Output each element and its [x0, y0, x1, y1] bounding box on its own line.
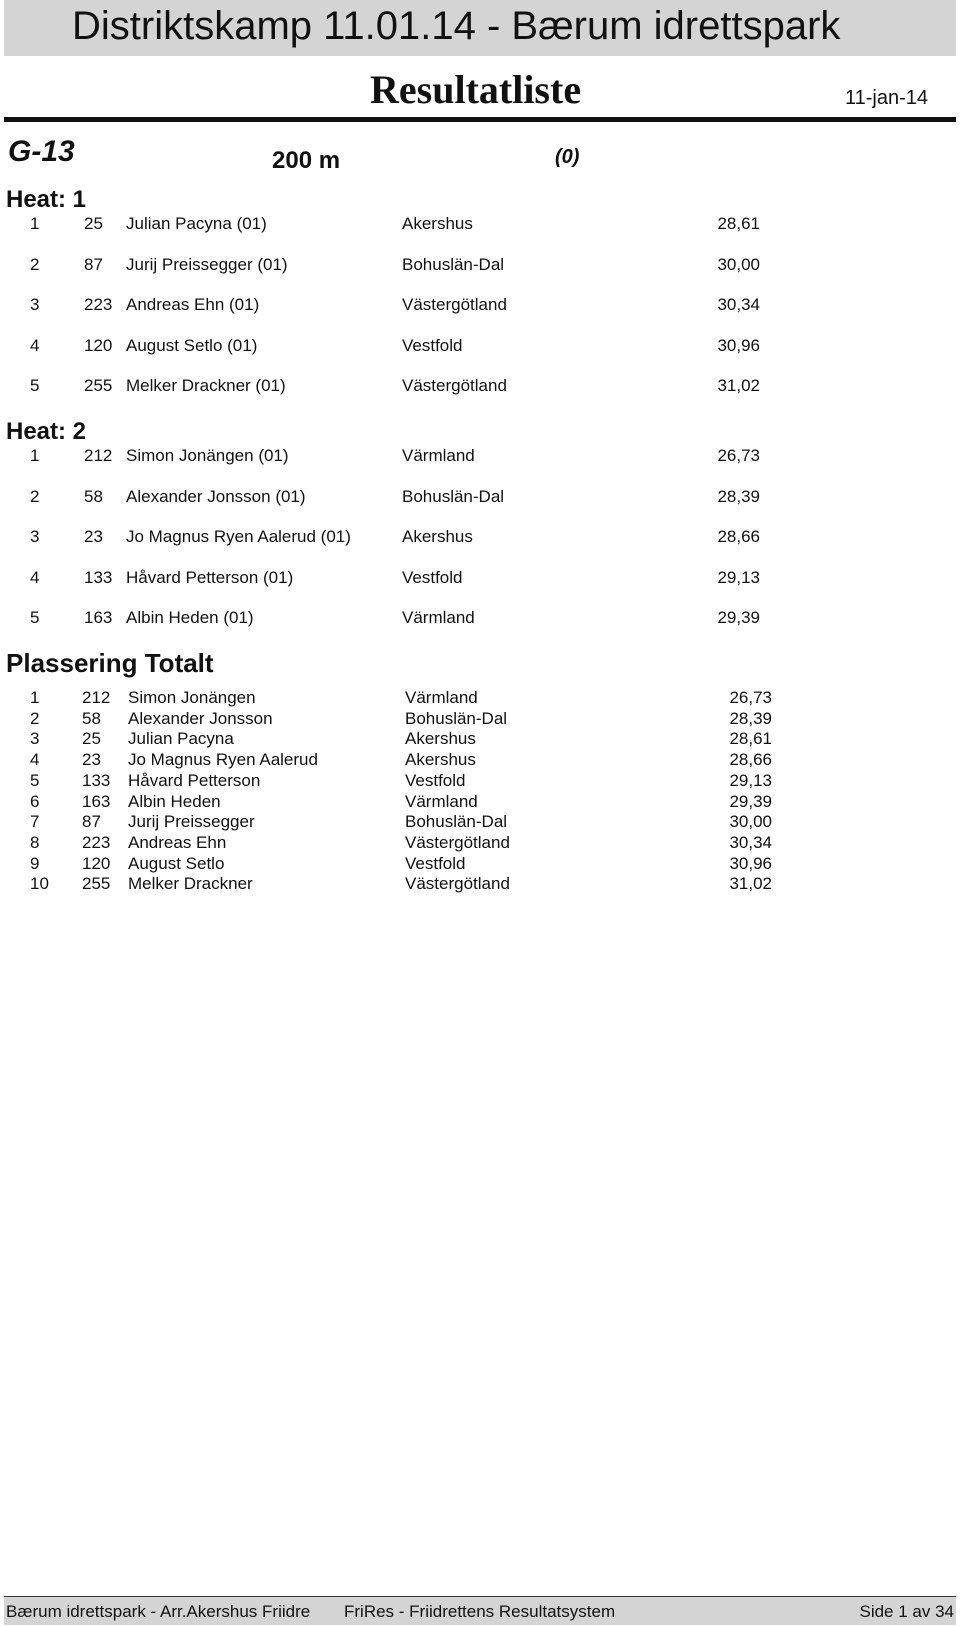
result-row: [0, 254, 960, 276]
result-time: 29,13: [717, 567, 760, 587]
result-bib: 223: [82, 832, 111, 852]
result-bib: 120: [82, 853, 111, 873]
result-club: Värmland: [402, 446, 475, 465]
result-time: 28,39: [729, 708, 772, 728]
result-name: Albin Heden (01): [126, 608, 254, 627]
class-name: G-13: [8, 135, 75, 168]
result-place: 2: [30, 486, 40, 506]
result-row: [0, 833, 960, 853]
result-row: [0, 771, 960, 791]
result-club: Västergötland: [405, 874, 510, 894]
result-place: 1: [30, 688, 40, 707]
result-row: [0, 526, 960, 548]
result-name: Alexander Jonsson (01): [126, 486, 306, 506]
result-time: 28,66: [717, 527, 760, 546]
result-place: 6: [30, 791, 40, 811]
result-row: [0, 294, 960, 316]
result-club: Akershus: [405, 750, 476, 770]
result-time: 30,00: [717, 254, 760, 274]
result-time: 30,34: [729, 832, 772, 852]
result-name: Andreas Ehn: [128, 832, 227, 852]
wind-reading: (0): [555, 146, 580, 168]
result-bib: 212: [82, 688, 111, 707]
result-row: [0, 213, 960, 235]
result-club: Bohuslän-Dal: [405, 708, 508, 728]
result-time: 26,73: [717, 446, 760, 465]
result-bib: 255: [82, 874, 111, 894]
result-name: August Setlo (01): [126, 335, 258, 355]
result-club: Akershus: [402, 214, 473, 233]
result-name: Simon Jonängen (01): [126, 446, 289, 465]
result-club: Västergötland: [402, 376, 507, 395]
result-bib: 87: [82, 812, 101, 832]
result-row: [0, 874, 960, 894]
result-place: 4: [30, 567, 40, 587]
heat-title: Heat: 1: [6, 186, 87, 213]
result-place: 1: [30, 446, 40, 465]
result-place: 2: [30, 708, 40, 728]
result-place: 3: [30, 295, 40, 314]
result-bib: 87: [84, 254, 103, 274]
result-place: 3: [30, 729, 40, 749]
result-name: August Setlo: [128, 853, 225, 873]
result-time: 29,39: [729, 791, 772, 811]
result-place: 5: [30, 770, 40, 790]
total-ranking-title: Plassering Totalt: [6, 648, 214, 678]
result-name: Alexander Jonsson: [128, 708, 273, 728]
result-row: [0, 375, 960, 397]
result-bib: 25: [82, 729, 101, 749]
result-bib: 58: [84, 486, 103, 506]
result-row: [0, 567, 960, 589]
result-row: [0, 729, 960, 749]
result-time: 30,96: [717, 335, 760, 355]
result-time: 28,61: [717, 214, 760, 233]
result-club: Akershus: [402, 527, 473, 546]
result-time: 31,02: [729, 874, 772, 894]
result-club: Vestfold: [405, 853, 466, 873]
result-club: Värmland: [402, 608, 475, 627]
result-time: 29,39: [717, 608, 760, 627]
heat-title: Heat: 2: [6, 418, 87, 445]
result-name: Håvard Petterson: [128, 770, 261, 790]
result-time: 29,13: [729, 770, 772, 790]
result-name: Jo Magnus Ryen Aalerud (01): [126, 527, 351, 546]
result-bib: 133: [82, 770, 111, 790]
event-name: 200 m: [272, 147, 341, 174]
footer-system: FriRes - Friidrettens Resultatsystem: [344, 1602, 616, 1621]
result-place: 10: [30, 874, 49, 894]
result-time: 30,00: [729, 812, 772, 832]
footer-venue: Bærum idrettspark - Arr.Akershus Friidre: [6, 1602, 311, 1621]
result-name: Jurij Preissegger: [128, 812, 255, 832]
result-time: 30,96: [729, 853, 772, 873]
result-club: Västergötland: [405, 832, 510, 852]
result-name: Jurij Preissegger (01): [126, 254, 288, 274]
result-place: 5: [30, 376, 40, 395]
result-bib: 163: [82, 791, 111, 811]
result-club: Västergötland: [402, 295, 507, 314]
result-row: [0, 854, 960, 874]
result-row: [0, 607, 960, 629]
result-time: 28,39: [717, 486, 760, 506]
result-name: Andreas Ehn (01): [126, 295, 260, 314]
result-name: Håvard Petterson (01): [126, 567, 294, 587]
result-bib: 58: [82, 708, 101, 728]
result-club: Vestfold: [402, 335, 463, 355]
result-club: Värmland: [405, 791, 478, 811]
result-bib: 120: [84, 335, 113, 355]
event-title: Distriktskamp 11.01.14 - Bærum idrettspark: [72, 4, 841, 48]
result-name: Julian Pacyna (01): [126, 214, 267, 233]
result-name: Melker Drackner (01): [126, 376, 286, 395]
result-row: [0, 792, 960, 812]
result-bib: 133: [84, 567, 113, 587]
result-time: 26,73: [729, 688, 772, 707]
result-club: Värmland: [405, 688, 478, 707]
result-club: Vestfold: [405, 770, 466, 790]
result-row: [0, 688, 960, 708]
result-name: Jo Magnus Ryen Aalerud: [128, 750, 318, 770]
result-club: Akershus: [405, 729, 476, 749]
result-place: 8: [30, 832, 40, 852]
result-time: 28,66: [729, 750, 772, 770]
result-bib: 23: [82, 750, 101, 770]
result-time: 30,34: [717, 295, 760, 314]
page-footer: [4, 1596, 956, 1625]
result-bib: 163: [84, 608, 113, 627]
result-club: Bohuslän-Dal: [402, 486, 505, 506]
result-row: [0, 709, 960, 729]
result-place: 2: [30, 254, 40, 274]
result-name: Melker Drackner: [128, 874, 253, 894]
result-bib: 212: [84, 446, 113, 465]
result-place: 5: [30, 608, 40, 627]
result-row: [0, 486, 960, 508]
result-list-title: Resultatliste: [370, 67, 582, 112]
result-name: Julian Pacyna: [128, 729, 234, 749]
result-club: Bohuslän-Dal: [402, 254, 505, 274]
result-row: [0, 812, 960, 832]
result-place: 7: [30, 812, 40, 832]
result-row: [0, 445, 960, 467]
result-place: 3: [30, 527, 40, 546]
result-bib: 255: [84, 376, 113, 395]
result-bib: 23: [84, 527, 103, 546]
result-place: 4: [30, 335, 40, 355]
result-bib: 25: [84, 214, 103, 233]
result-club: Vestfold: [402, 567, 463, 587]
result-name: Simon Jonängen: [128, 688, 256, 707]
header-divider: [4, 117, 956, 122]
result-date: 11-jan-14: [844, 87, 928, 109]
result-place: 9: [30, 853, 40, 873]
result-time: 31,02: [717, 376, 760, 395]
result-row: [0, 335, 960, 357]
result-row: [0, 750, 960, 770]
footer-page-number: Side 1 av 34: [859, 1602, 954, 1621]
result-name: Albin Heden: [128, 791, 221, 811]
result-bib: 223: [84, 295, 113, 314]
result-club: Bohuslän-Dal: [405, 812, 508, 832]
result-place: 1: [30, 214, 40, 233]
result-time: 28,61: [729, 729, 772, 749]
result-place: 4: [30, 750, 40, 770]
